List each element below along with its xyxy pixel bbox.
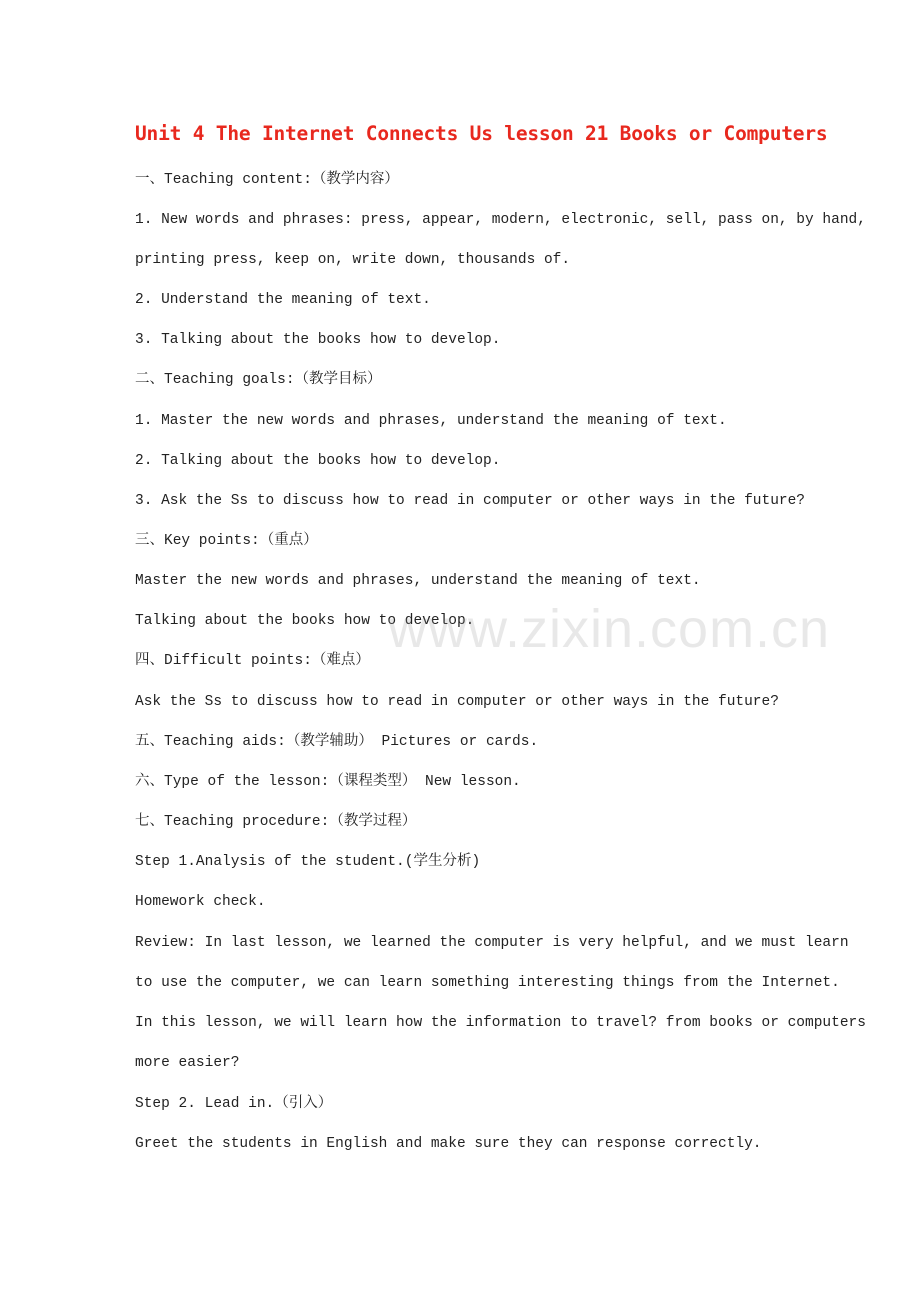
paragraph-line: Master the new words and phrases, understand the meaning of text. <box>135 573 701 589</box>
paragraph-line: Talking about the books how to develop. <box>135 613 475 629</box>
section-heading-lesson-type: 六、Type of the lesson:（课程类型） New lesson. <box>135 774 521 790</box>
paragraph-line: printing press, keep on, write down, thousands of. <box>135 252 571 268</box>
paragraph-line: Ask the Ss to discuss how to read in computer or other ways in the future? <box>135 694 779 710</box>
paragraph-line: 2. Talking about the books how to develop. <box>135 453 501 469</box>
section-heading-teaching-aids: 五、Teaching aids:（教学辅助） Pictures or cards. <box>135 734 539 750</box>
paragraph-line: Greet the students in English and make sure they can response correctly. <box>135 1136 762 1152</box>
paragraph-line: Step 2. Lead in.（引入） <box>135 1096 333 1112</box>
paragraph-line: to use the computer, we can learn something interesting things from the Internet. <box>135 975 840 991</box>
section-heading-difficult-points: 四、Difficult points:（难点） <box>135 653 370 669</box>
paragraph-line: 3. Ask the Ss to discuss how to read in computer or other ways in the future? <box>135 493 806 509</box>
section-heading-teaching-content: 一、Teaching content:（教学内容） <box>135 172 399 188</box>
paragraph-line: In this lesson, we will learn how the information to travel? from books or computers <box>135 1015 866 1031</box>
document-title: Unit 4 The Internet Connects Us lesson 21 Books or Computers <box>135 122 828 145</box>
paragraph-line: 3. Talking about the books how to develop. <box>135 332 501 348</box>
section-heading-teaching-procedure: 七、Teaching procedure:（教学过程） <box>135 814 417 830</box>
paragraph-line: 1. Master the new words and phrases, understand the meaning of text. <box>135 413 727 429</box>
section-heading-teaching-goals: 二、Teaching goals:（教学目标） <box>135 372 382 388</box>
paragraph-line: Homework check. <box>135 894 266 910</box>
paragraph-line: more easier? <box>135 1055 240 1071</box>
paragraph-line: Step 1.Analysis of the student.(学生分析) <box>135 854 481 870</box>
watermark: www.zixin.com.cn <box>388 599 831 659</box>
paragraph-line: 2. Understand the meaning of text. <box>135 292 431 308</box>
paragraph-line: Review: In last lesson, we learned the computer is very helpful, and we must learn <box>135 935 849 951</box>
paragraph-line: 1. New words and phrases: press, appear, modern, electronic, sell, pass on, by hand, <box>135 212 866 228</box>
section-heading-key-points: 三、Key points:（重点） <box>135 533 318 549</box>
